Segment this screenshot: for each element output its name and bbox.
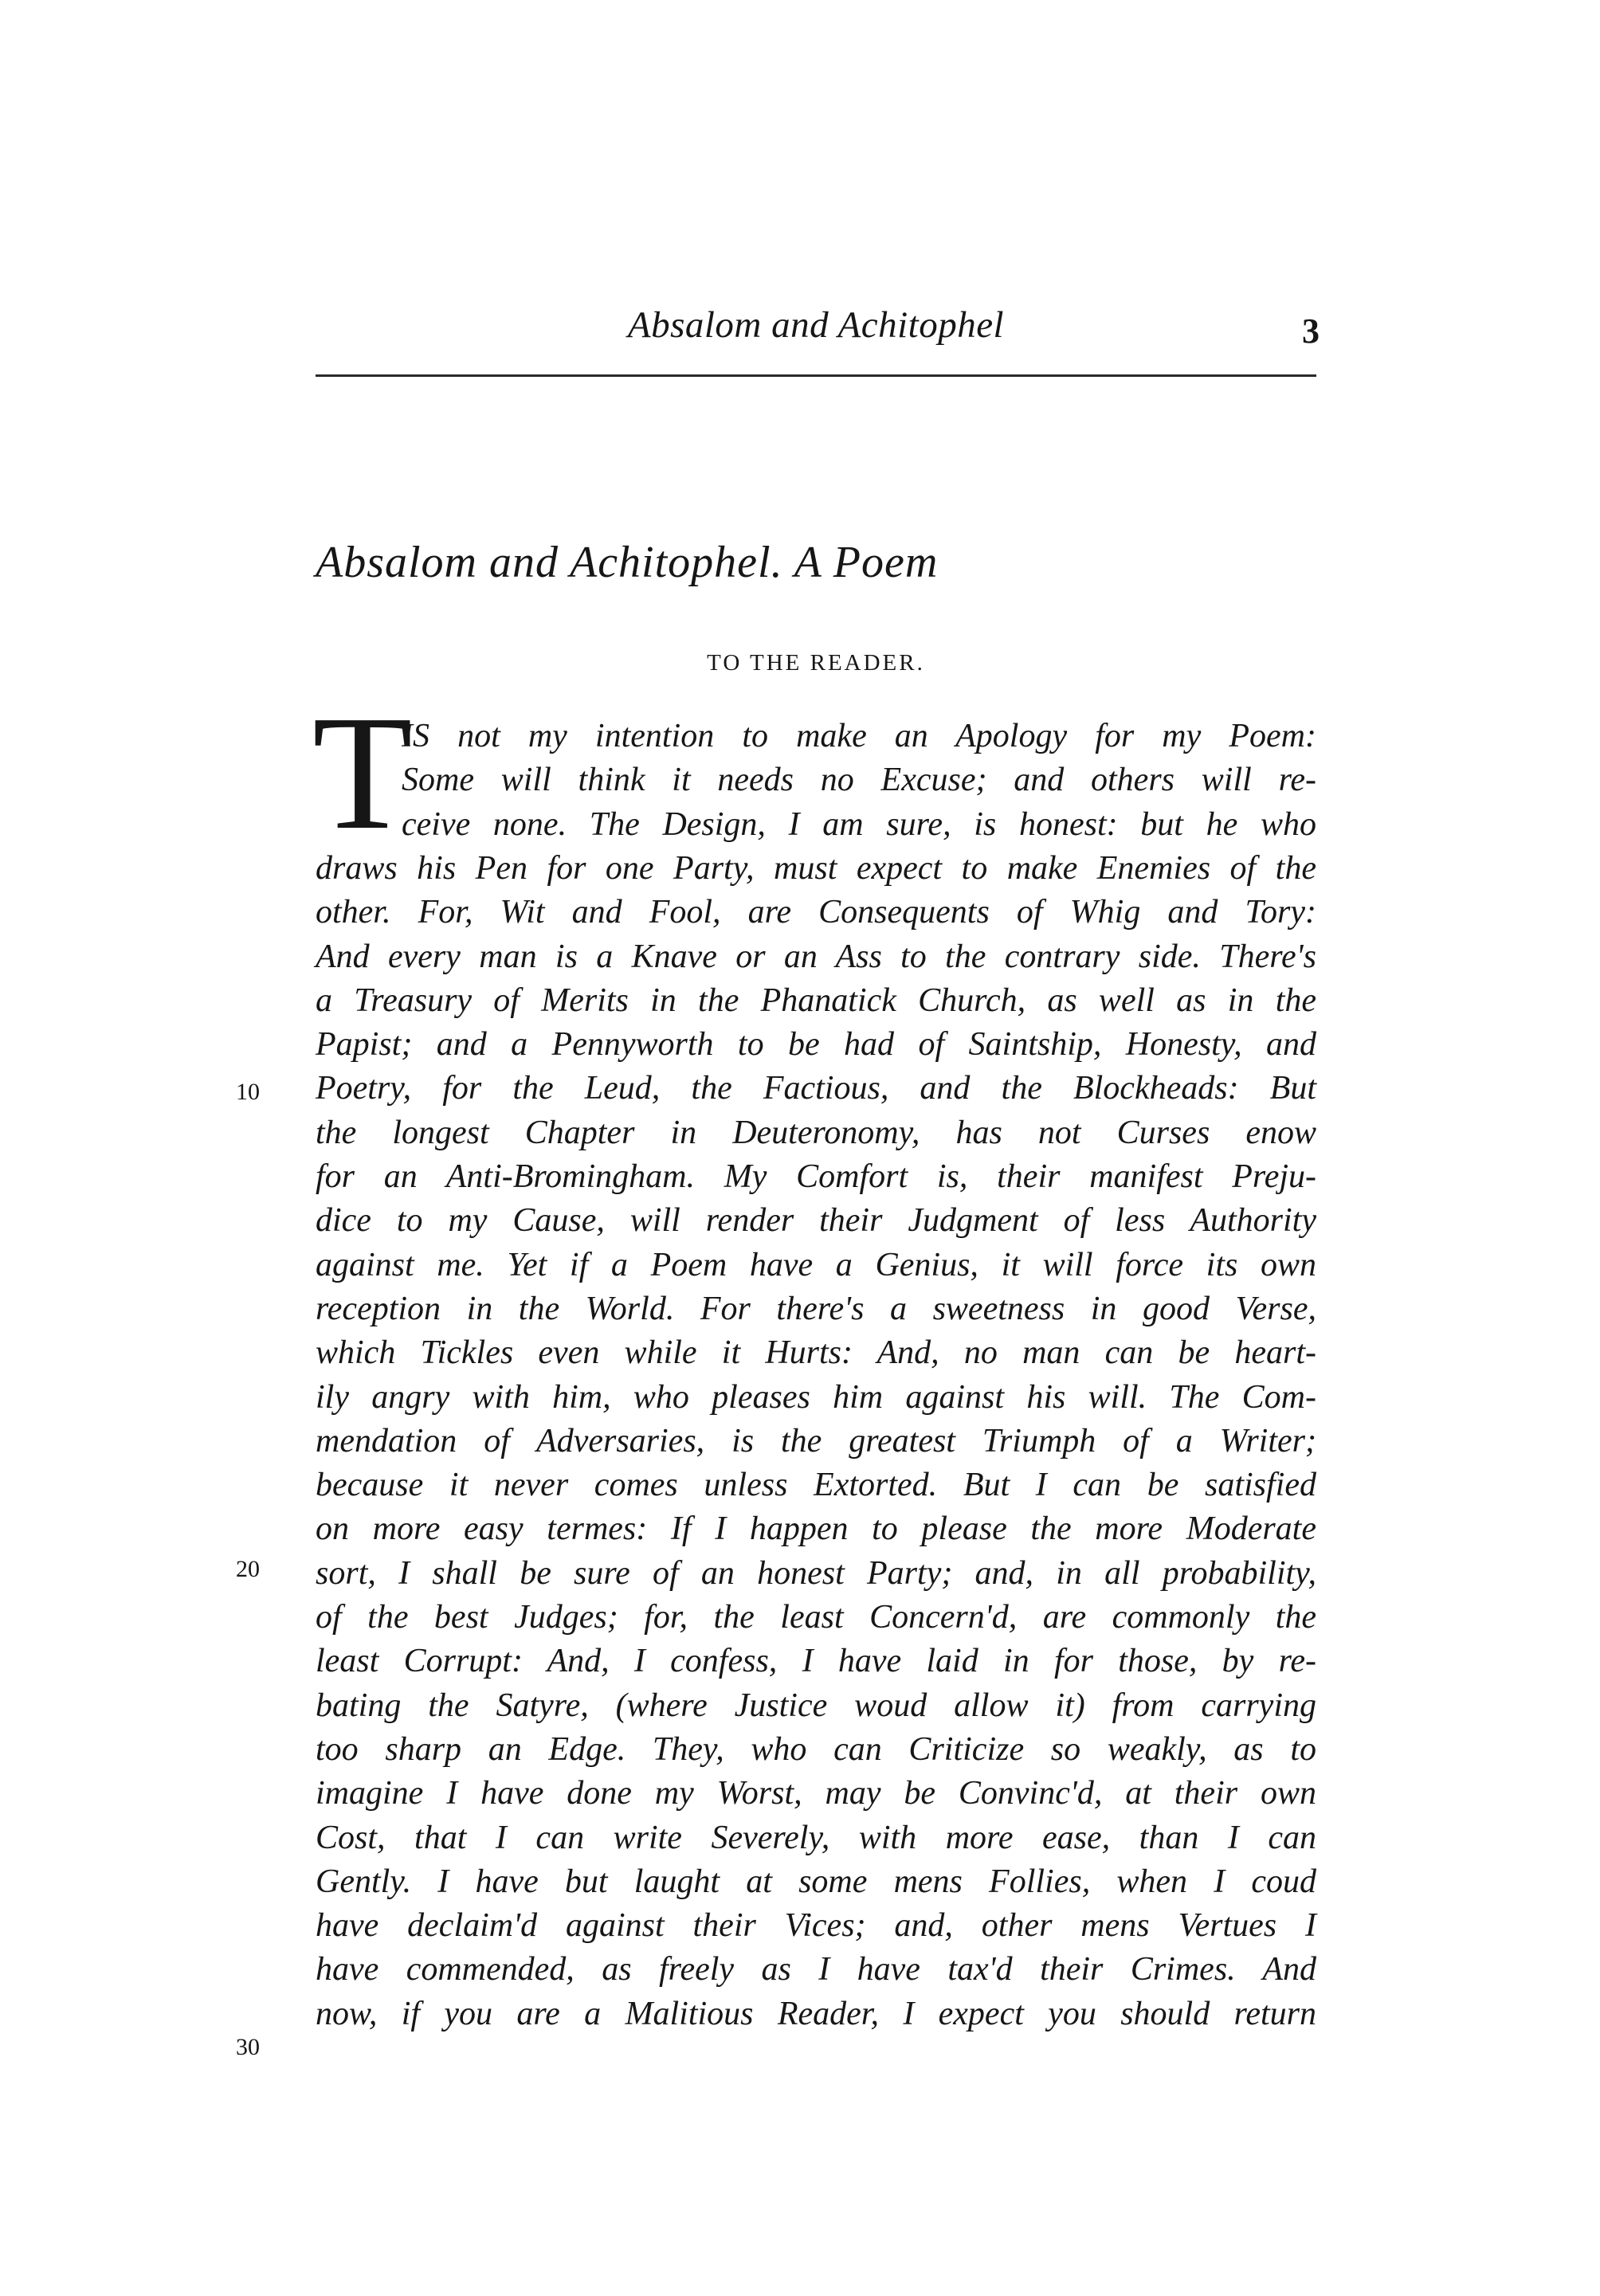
header-rule [316, 374, 1316, 377]
prose-line: Poetry, for the Leud, the Factious, and the Blockheads: But [316, 1070, 1316, 1107]
prose-line: have commended, as freely as I have tax'd their Crimes. And [316, 1951, 1316, 1988]
prose-line: And every man is a Knave or an Ass to the contrary side. There's [316, 938, 1316, 975]
prose-line: a Treasury of Merits in the Phanatick Church, as well as in the [316, 982, 1316, 1019]
prose-line: imagine I have done my Worst, may be Convinc'd, at their own [316, 1775, 1316, 1812]
prose-line: reception in the World. For there's a sweetness in good Verse, [316, 1291, 1316, 1327]
prose-line: against me. Yet if a Poem have a Genius, it will force its own [316, 1247, 1316, 1283]
prose-line: least Corrupt: And, I confess, I have laid in for those, by re- [316, 1643, 1316, 1679]
line-number-20: 20 [236, 1556, 260, 1582]
drop-cap: T [312, 681, 413, 864]
prose-line: have declaim'd against their Vices; and, other mens Vertues I [316, 1907, 1316, 1944]
prose-line: mendation of Adversaries, is the greatest Triumph of a Writer; [316, 1423, 1316, 1459]
page-number: 3 [1302, 311, 1320, 351]
prose-line: because it never comes unless Extorted. But I can be satisfied [316, 1467, 1316, 1503]
prose-line: sort, I shall be sure of an honest Party; and, in all probability, [316, 1555, 1316, 1592]
prose-line: ily angry with him, who pleases him against his will. The Com- [316, 1379, 1316, 1416]
prose-line: for an Anti-Bromingham. My Comfort is, their manifest Preju- [316, 1158, 1316, 1195]
prose-line: bating the Satyre, (where Justice woud allow it) from carrying [316, 1687, 1316, 1724]
prose-line: which Tickles even while it Hurts: And, no man can be heart- [316, 1334, 1316, 1371]
prose-line: Cost, that I can write Severely, with more ease, than I can [316, 1820, 1316, 1856]
prose-line: the longest Chapter in Deuteronomy, has not Curses enow [316, 1115, 1316, 1151]
prose-line: Gently. I have but laught at some mens Follies, when I coud [316, 1863, 1316, 1900]
running-title: Absalom and Achitophel [627, 304, 1005, 346]
prose-line: IS not my intention to make an Apology for my Poem: [402, 718, 1316, 754]
prose-line: Some will think it needs no Excuse; and others will re- [402, 762, 1316, 798]
prose-line: draws his Pen for one Party, must expect to make Enemies of the [316, 850, 1316, 887]
prose-line: dice to my Cause, will render their Judgment of less Authority [316, 1202, 1316, 1239]
line-number-30: 30 [236, 2034, 260, 2060]
poem-title: Absalom and Achitophel. A Poem [316, 538, 939, 587]
prose-line: now, if you are a Malitious Reader, I expect you should return [316, 1996, 1316, 2032]
section-heading: TO THE READER. [707, 650, 925, 676]
prose-line: ceive none. The Design, I am sure, is honest: but he who [402, 806, 1316, 843]
prose-line: too sharp an Edge. They, who can Criticize so weakly, as to [316, 1731, 1316, 1768]
prose-line: other. For, Wit and Fool, are Consequents of Whig and Tory: [316, 894, 1316, 931]
prose-line: of the best Judges; for, the least Concern'd, are commonly the [316, 1599, 1316, 1636]
prose-line: on more easy termes: If I happen to please the more Moderate [316, 1510, 1316, 1547]
prose-line: Papist; and a Pennyworth to be had of Saintship, Honesty, and [316, 1026, 1316, 1063]
line-number-10: 10 [236, 1079, 260, 1105]
